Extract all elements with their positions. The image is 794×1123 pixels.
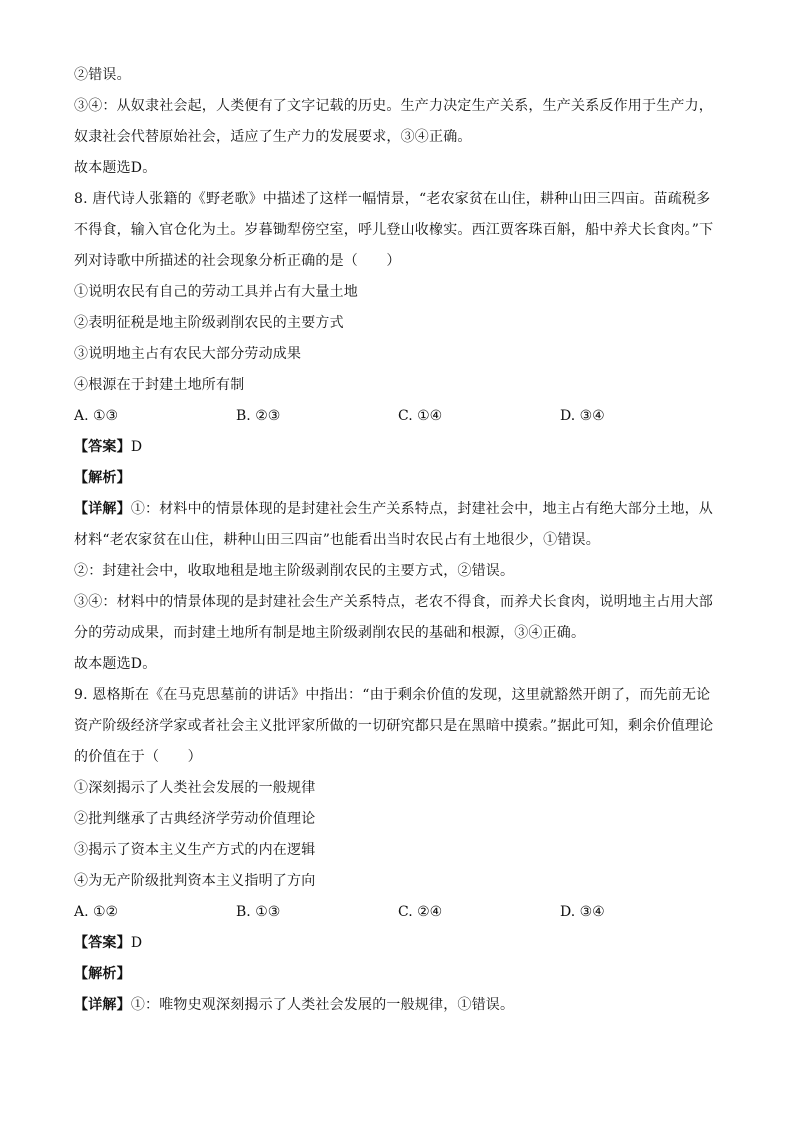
paragraph-text: ③④：从奴隶社会起，人类便有了文字记载的历史。生产力决定生产关系，生产关系反作用于生产力，奴隶社会代替原始社会，适应了生产力的发展要求，③④正确。 <box>74 98 713 145</box>
option-c: C. ②④ <box>398 904 443 920</box>
detail-label: 【详解】 <box>74 501 131 517</box>
question-8-detail-3: ③④：材料中的情景体现的是封建社会生产关系特点，老农不得食，而养犬长食肉，说明地主占用大部分的劳动成果，而封建土地所有制是地主阶级剥削农民的基础和根源，③④正确。 <box>74 594 713 641</box>
answer-label: 【答案】 <box>74 935 131 951</box>
answer-value: D <box>130 935 143 951</box>
question-9-item-3: ③揭示了资本主义生产方式的内在逻辑 <box>74 842 316 858</box>
detail-label: 【详解】 <box>74 997 131 1013</box>
question-9-analysis-label <box>74 959 724 990</box>
option-b: B. ②③ <box>236 408 281 424</box>
detail-text: ①：唯物史观深刻揭示了人类社会发展的一般规律，①错误。 <box>130 997 515 1013</box>
question-9-options <box>74 897 724 928</box>
option-d: D. ③④ <box>560 904 605 920</box>
question-8-detail-1 <box>74 494 724 556</box>
question-8-item-4: ④根源在于封建土地所有制 <box>74 377 245 393</box>
question-8-stem: 8. 唐代诗人张籍的《野老歌》中描述了这样一幅情景，“老农家贫在山住，耕种山田三四亩。苗疏税多不得食，输入官仓化为土。岁暮锄犁傍空室，呼儿登山收橡实。西江贾客珠百斛，船中养犬长食肉。”下列对诗歌中所描述的社会现象分析正确的是（ ） <box>74 191 714 269</box>
question-9-answer <box>74 928 724 959</box>
detail-text: ①：材料中的情景体现的是封建社会生产关系特点，封建社会中，地主占有绝大部分土地，从材料“老农家贫在山住，耕种山田三四亩”也能看出当时农民占有土地很少，①错误。 <box>74 501 714 548</box>
question-8-item-3: ③说明地主占有农民大部分劳动成果 <box>74 346 302 362</box>
question-8-conclusion: 故本题选D。 <box>74 656 157 672</box>
question-9-item-2: ②批判继承了古典经济学劳动价值理论 <box>74 811 316 827</box>
option-a: A. ①③ <box>74 408 119 424</box>
question-8-item-2: ②表明征税是地主阶级剥削农民的主要方式 <box>74 315 344 331</box>
paragraph-line: ②错误。 <box>74 67 131 83</box>
answer-label: 【答案】 <box>74 439 131 455</box>
option-b: B. ①③ <box>236 904 281 920</box>
question-9-detail-1 <box>74 990 724 1021</box>
option-a: A. ①② <box>74 904 119 920</box>
question-8-item-1: ①说明农民有自己的劳动工具并占有大量土地 <box>74 284 358 300</box>
paragraph-line: 故本题选D。 <box>74 160 157 176</box>
analysis-label: 【解析】 <box>74 470 131 486</box>
question-8-options <box>74 401 724 432</box>
analysis-label: 【解析】 <box>74 966 131 982</box>
question-8-answer <box>74 432 724 463</box>
question-8-detail-2: ②：封建社会中，收取地租是地主阶级剥削农民的主要方式，②错误。 <box>74 563 515 579</box>
question-9-stem: 9. 恩格斯在《在马克思墓前的讲话》中指出：“由于剩余价值的发现，这里就豁然开朗了，而先前无论资产阶级经济学家或者社会主义批评家所做的一切研究都只是在黑暗中摸索。”据此可知，剩余价值理论的价值在于（ ） <box>74 687 714 765</box>
question-9-item-1: ①深刻揭示了人类社会发展的一般规律 <box>74 780 316 796</box>
question-9-item-4: ④为无产阶级批判资本主义指明了方向 <box>74 873 316 889</box>
answer-value: D <box>130 439 143 455</box>
option-d: D. ③④ <box>560 408 605 424</box>
option-c: C. ①④ <box>398 408 443 424</box>
question-8-analysis-label <box>74 463 724 494</box>
document-page <box>74 60 724 1021</box>
